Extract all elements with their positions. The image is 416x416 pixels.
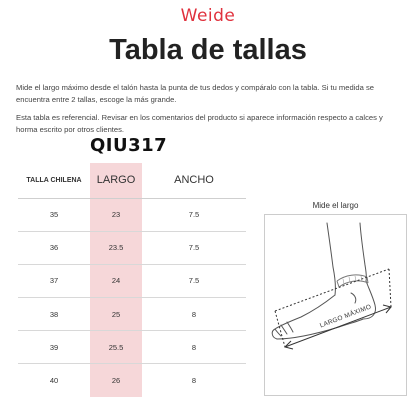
cell-ancho: 7.5 (142, 264, 246, 297)
cell-largo: 25 (90, 297, 142, 330)
table-row (18, 198, 246, 231)
cell-largo: 26 (90, 364, 142, 397)
page-title: Tabla de tallas (109, 34, 307, 66)
table-row (18, 364, 246, 397)
cell-talla: 35 (18, 198, 90, 231)
cell-largo: 24 (90, 264, 142, 297)
intro-paragraph-measure: Mide el largo máximo desde el talón hasta la punta de tus dedos y compáralo con la tabla. Si tu medida se encuentra entre 2 tallas, escoge la más grande. (16, 83, 374, 104)
header-largo: LARGO (90, 163, 142, 198)
cell-ancho: 8 (191, 376, 197, 386)
table-header-row (18, 163, 246, 198)
cell-ancho: 8 (142, 331, 246, 364)
cell-ancho: 8 (142, 297, 246, 330)
size-table (18, 163, 246, 397)
foot-measure-icon (265, 215, 408, 397)
diagram-title: Mide el largo (312, 201, 359, 210)
cell-ancho: 7.5 (142, 198, 246, 231)
header-talla-chilena: TALLA CHILENA (18, 163, 90, 198)
cell-talla: 38 (18, 297, 90, 330)
table-row (18, 331, 246, 364)
cell-largo: 23.5 (90, 231, 142, 264)
intro-paragraph-reference: Esta tabla es referencial. Revisar en los comentarios del producto si aparece información respecto a calces y horma escrito por otros clientes. (16, 113, 383, 134)
table-row (18, 231, 246, 264)
model-code: QIU317 (90, 135, 168, 156)
header-ancho: ANCHO (142, 163, 246, 198)
cell-ancho: 7.5 (142, 231, 246, 264)
foot-measure-diagram (264, 214, 407, 396)
cell-largo: 23 (90, 198, 142, 231)
table-row (18, 264, 246, 297)
cell-talla: 40 (49, 376, 59, 386)
brand-logo: Weide (180, 6, 236, 26)
cell-talla: 39 (18, 331, 90, 364)
cell-talla: 36 (18, 231, 90, 264)
diagram-label: LARGO MÁXIMO (319, 303, 373, 330)
cell-talla: 37 (18, 264, 90, 297)
table-row (18, 297, 246, 330)
cell-largo: 25.5 (90, 331, 142, 364)
